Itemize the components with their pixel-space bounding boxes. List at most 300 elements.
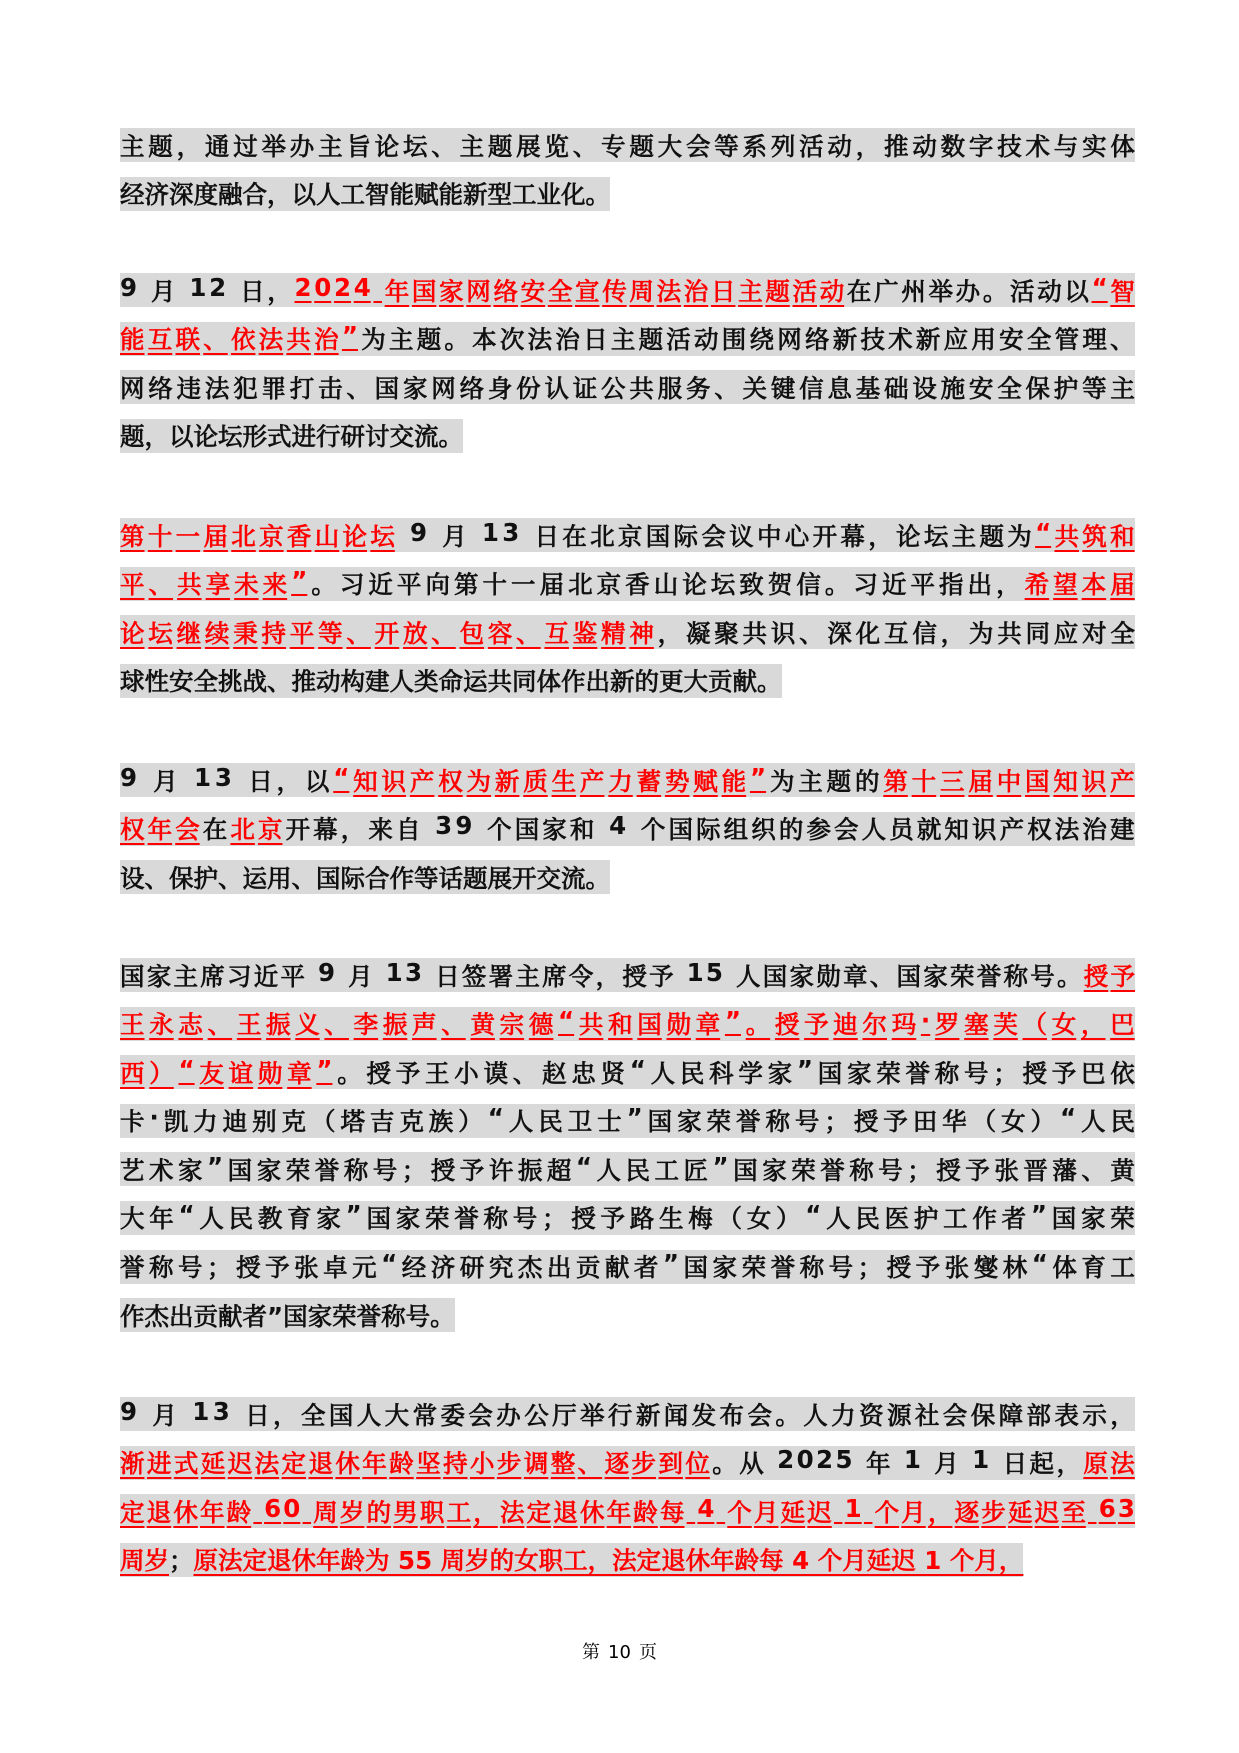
emphasized-text: 希 [1024,570,1050,600]
body-text: 术 [149,1155,174,1185]
body-text: 国 [120,961,145,991]
text-line [120,518,1135,552]
emphasized-text: ” [341,321,358,351]
emphasized-text: 和 [608,1010,633,1040]
highlighted-line [120,177,610,211]
body-text: 络 [804,325,830,355]
body-text: 誉 [770,1253,796,1283]
body-text: 作 [972,1204,997,1234]
body-text: ， [267,276,292,306]
body-text [893,1445,902,1480]
body-text: 论 [682,570,707,600]
body-text: 题 [979,521,1004,551]
body-text: 1 [903,1445,921,1475]
emphasized-text: 智 [1110,276,1135,306]
emphasized-text: ” [291,566,308,596]
body-text [676,958,685,993]
body-text: 通 [204,131,230,161]
body-text: 展 [516,131,541,161]
body-text: ， [940,618,966,648]
body-text: 荣 [791,1155,816,1185]
body-text: ， [176,131,202,161]
body-text: 服 [657,373,683,403]
body-text: 生 [658,1204,684,1234]
body-text: 荣 [706,1107,732,1137]
body-text: 学 [738,1058,763,1088]
page-footer [0,1638,1239,1664]
body-text: 作杰出贡献者”国家荣誉称号。 [120,1301,455,1331]
body-text: 育 [1081,1253,1106,1283]
body-text: 授 [1022,1058,1047,1088]
emphasized-text: 北 [231,521,256,551]
body-text: 活 [1010,276,1035,306]
body-text: 国 [733,1155,758,1185]
body-text: 广 [874,276,899,306]
highlighted-line [120,1446,1135,1480]
body-text: ； [169,1546,194,1576]
emphasized-text: 休 [579,1497,605,1527]
emphasized-text: 未 [234,570,259,600]
body-text: 管 [1054,325,1080,355]
body-text: 和 [569,815,595,845]
body-text: 献 [604,1253,630,1283]
emphasized-text: 互 [147,325,173,355]
body-text: 巴 [1080,1058,1106,1088]
body-text: 家 [712,1253,738,1283]
emphasized-text: 题 [765,276,790,306]
body-text: 国 [896,961,921,991]
emphasized-text: 京 [257,815,283,845]
emphasized-text: 香 [286,521,312,551]
body-text: 家 [762,1155,787,1185]
body-text: 称 [934,1058,960,1088]
body-text: 证 [572,373,598,403]
body-text: 称 [849,1155,874,1185]
emphasized-text: 龄 [389,1449,414,1479]
body-text: 国 [762,961,788,991]
body-text: 议 [729,521,754,551]
body-text: 予 [883,1107,908,1137]
emphasized-text [253,1494,262,1529]
body-text: 济 [430,1253,456,1283]
body-text: 月 [153,766,178,796]
body-text: 新 [915,325,941,355]
emphasized-text: 周 [629,276,654,306]
body-text [766,1445,775,1480]
body-text: 日 [240,276,265,306]
body-text: 在 [562,521,587,551]
emphasized-text: 十 [147,521,173,551]
body-text: 、 [1110,325,1135,355]
emphasized-text: 迟 [1034,1497,1060,1527]
emphasized-text: 逐 [604,1449,630,1479]
body-text: 签 [461,961,487,991]
body-text: 依 [1110,1058,1135,1088]
body-text: 违 [176,373,202,403]
body-text: 主 [459,131,485,161]
body-text: ” [796,1054,813,1084]
emphasized-text: 2 [333,272,352,302]
body-text: 会 [468,1400,493,1430]
emphasized-text: 定 [281,1449,307,1479]
emphasized-text [834,1494,843,1529]
body-text: 习 [339,570,365,600]
body-text: 凝 [685,618,711,648]
body-text: 国 [683,1253,709,1283]
body-text: 资 [859,1400,884,1430]
emphasized-text: 小 [469,1449,495,1479]
body-text: 研 [459,1253,485,1283]
body-text: 打 [289,373,315,403]
emphasized-text: 一 [175,521,201,551]
body-text: 实 [1082,131,1107,161]
body-text: 法 [204,373,230,403]
body-text: ， [273,1400,298,1430]
body-text: “ [487,1103,504,1133]
body-text [992,1445,1001,1480]
highlighted-line [120,860,610,894]
body-text: （ [971,1107,997,1137]
emphasized-text: 共 [177,570,202,600]
body-text: 十 [482,570,508,600]
highlighted-line [120,1298,455,1332]
body-text: 月 [152,1400,177,1430]
emphasized-text: 权 [438,766,463,796]
emphasized-text: 知 [1053,766,1078,796]
body-text: 国 [817,1058,843,1088]
body-text: 组 [723,815,749,845]
body-text: 塔 [340,1107,365,1137]
body-text: 安 [999,325,1024,355]
page-number-prefix: 第 [582,1642,601,1663]
emphasized-text: 网 [466,276,491,306]
body-text [178,273,187,308]
emphasized-text: 周 [313,1497,338,1527]
body-text: 会 [701,521,726,551]
highlighted-line [120,1104,1135,1138]
body-text: 员 [889,815,914,845]
text-line [120,273,1135,307]
emphasized-text: 会 [175,815,200,845]
body-text: 大 [384,1400,410,1430]
body-text: 香 [625,570,650,600]
emphasized-text: 来 [262,570,288,600]
body-text: 日 [435,961,460,991]
body-text: ） [775,1204,801,1234]
emphasized-text: 产 [579,766,605,796]
body-text: 民 [1110,1107,1135,1137]
body-text: 称 [343,1155,369,1185]
emphasized-text [864,1494,873,1529]
emphasized-text: ） [149,1058,174,1088]
body-text: 。 [444,325,469,355]
body-text: 法 [1054,815,1080,845]
body-text: 家 [923,961,948,991]
body-text: 全 [1026,325,1052,355]
highlighted-line [120,370,1135,404]
emphasized-text: 义 [295,1010,320,1040]
body-text: 家 [178,1155,203,1185]
emphasized-text: ” [724,1006,741,1036]
body-text: 2 [816,1445,834,1475]
body-text: 4 [609,811,627,841]
emphasized-text: 王 [120,1010,145,1040]
body-text: 法 [527,325,553,355]
body-text: 的 [854,766,880,796]
body-text: 应 [1053,618,1079,648]
body-text: 大 [120,1204,145,1234]
body-text: 坛 [923,521,949,551]
body-text: 人 [508,1107,534,1137]
body-text: 行 [607,1400,633,1430]
emphasized-text: 容 [487,618,513,648]
body-text: 工 [1110,1253,1135,1283]
emphasized-text: 3 [1117,1493,1135,1523]
body-text: ” [345,1200,362,1230]
body-text: ） [1030,1107,1056,1137]
emphasized-text: 年 [147,815,173,845]
body-text: 予 [600,1204,625,1234]
body-text: 信 [796,570,821,600]
emphasized-text: 坛 [370,521,395,551]
emphasized-text: 步 [496,1449,522,1479]
body-text: 家 [1080,1204,1106,1234]
emphasized-text: ， [473,1497,498,1527]
body-text: “ [575,1151,592,1181]
emphasized-text: 共 [578,1010,604,1040]
body-text: ； [857,1253,883,1283]
body-text: 表 [1054,1400,1079,1430]
emphasized-text: ” [316,1054,333,1084]
body-text: 幕 [313,815,338,845]
body-text: 、 [512,1058,538,1088]
body-text [236,763,245,798]
body-text: 论 [374,131,400,161]
body-text: 席 [200,961,225,991]
body-text: 力 [193,1107,218,1137]
emphasized-text: 坚 [416,1449,441,1479]
body-text: 日 [583,325,608,355]
body-text: 1 [686,957,704,987]
body-text: 称 [1003,961,1028,991]
body-text: 动 [1037,276,1062,306]
emphasized-text: “ [178,1054,195,1084]
emphasized-text: ， [927,1497,953,1527]
body-text: 动 [912,131,937,161]
body-text: 日 [245,1400,270,1430]
body-text: 1 [192,1396,210,1426]
body-text [961,1445,970,1480]
emphasized-text: 三 [940,766,965,796]
body-text: 勋 [816,961,841,991]
body-text: 人 [736,961,761,991]
emphasized-text: 友 [199,1058,224,1088]
body-text: 举 [580,1400,605,1430]
body-text: ” [626,1103,643,1133]
body-text: 5 [835,1445,853,1475]
body-text: 数 [940,131,966,161]
body-text: 同 [1025,618,1050,648]
body-text: 杰 [517,1253,543,1283]
emphasized-text: 力 [608,766,633,796]
body-text: 家 [767,1058,793,1088]
emphasized-text: 动 [819,276,845,306]
emphasized-text: 国 [1025,766,1050,796]
body-text: 3 [435,811,453,841]
body-text: 。 [712,1449,737,1479]
body-text: 在 [202,815,228,845]
body-text: 。 [337,1058,362,1088]
emphasized-text: 定 [526,1497,552,1527]
body-text: 号 [372,1155,398,1185]
emphasized-text: 势 [664,766,690,796]
emphasized-text: 振 [382,1010,408,1040]
body-text: 保 [1025,373,1050,403]
body-text: 委 [440,1400,465,1430]
highlighted-line [120,322,1135,356]
body-text [140,273,149,308]
body-text: 术 [888,325,913,355]
body-text: 藩 [1052,1155,1077,1185]
emphasized-text: “ [558,1006,575,1036]
emphasized-text: ， [1080,1010,1106,1040]
body-text: ” [662,1249,680,1279]
emphasized-text: 依 [230,325,256,355]
body-text [229,273,238,308]
body-text: 治 [1082,815,1107,845]
emphasized-text [303,1494,312,1529]
emphasized-text: 授 [1083,961,1109,991]
emphasized-text: 等 [318,618,343,648]
body-text: 号 [878,1155,903,1185]
body-text: 称 [483,1204,508,1234]
body-text: 授 [571,1204,596,1234]
body-text: 超 [546,1155,572,1185]
emphasized-text: 活 [792,276,817,306]
body-text: 题 [148,131,173,161]
emphasized-text: 蓄 [636,766,662,796]
body-text: 对 [1082,618,1107,648]
body-text: 教 [257,1204,283,1234]
body-text: 全 [997,373,1022,403]
body-text: 国 [374,373,400,403]
body-text: 、 [346,373,371,403]
body-text: 士 [597,1107,622,1137]
body-text: 平 [280,961,305,991]
body-text: 路 [629,1204,655,1234]
body-text: 览 [544,131,569,161]
emphasized-text: 宣 [575,276,600,306]
emphasized-text: 巴 [1110,1010,1135,1040]
body-text: ； [824,1107,849,1137]
body-text: 林 [1002,1253,1028,1283]
emphasized-text: 中 [996,766,1022,796]
emphasized-text: 岁 [339,1497,365,1527]
body-text: 工 [654,1155,680,1185]
emphasized-text: 传 [602,276,627,306]
emphasized-text: 逐 [954,1497,980,1527]
emphasized-text: 每 [659,1497,685,1527]
body-text: ； [541,1204,567,1234]
body-text: 心 [784,521,810,551]
text-line [120,1446,1135,1480]
emphasized-text: 法 [499,1497,525,1527]
body-text: 国 [668,815,693,845]
body-text: 日 [534,521,559,551]
body-text: 国 [1051,1204,1077,1234]
body-text: 关 [742,373,768,403]
page-number-suffix: 页 [638,1642,657,1663]
emphasized-text: · [920,1006,931,1036]
body-text: 国 [366,1204,391,1234]
body-text: 。 [824,570,850,600]
body-text: 会 [942,1400,968,1430]
body-text: 织 [751,815,776,845]
text-line [120,1494,1135,1528]
highlighted-line [120,615,1135,649]
body-text: ， [276,766,302,796]
body-text: 会 [834,815,859,845]
emphasized-text: 李 [353,1010,379,1040]
emphasized-text: 年 [200,1497,225,1527]
body-text: 近 [881,570,907,600]
body-text: 卓 [323,1253,348,1283]
emphasized-text: 式 [173,1449,199,1479]
body-text: 克 [399,1107,424,1137]
body-text: 署 [488,961,514,991]
body-text: 、 [714,373,739,403]
body-text: 个 [640,815,666,845]
body-text: 艺 [120,1155,145,1185]
body-text: 谟 [483,1058,508,1088]
emphasized-text: 联 [175,325,200,355]
emphasized-text: 、 [207,1010,233,1040]
emphasized-text: 龄 [226,1497,252,1527]
body-text: 席 [542,961,567,991]
emphasized-text: 知 [353,766,378,796]
body-text: 。 [775,1400,800,1430]
emphasized-text: 、 [441,1010,466,1040]
body-text: 张 [294,1253,319,1283]
emphasized-text: 北 [230,815,255,845]
emphasized-text: 鉴 [572,618,598,648]
body-text [398,518,407,553]
body-text: 识 [770,618,796,648]
body-text: 国 [328,1400,354,1430]
body-text: 究 [488,1253,514,1283]
emphasized-text: 退 [146,1497,172,1527]
text-line [120,128,1135,162]
emphasized-text: 。 [745,1010,771,1040]
body-text: 办 [496,1400,521,1430]
body-text: 9 [120,272,138,302]
body-text: 络 [148,373,173,403]
body-text: 际 [673,521,698,551]
body-text: 从 [739,1449,764,1479]
emphasized-text: 位 [685,1449,710,1479]
emphasized-text: 步 [631,1449,657,1479]
emphasized-text: 续 [204,618,230,648]
body-text: 匠 [683,1155,709,1185]
body-text: 坛 [710,570,736,600]
emphasized-text: “ [1091,272,1108,302]
body-text: 9 [120,1396,138,1426]
emphasized-text: 月 [753,1497,779,1527]
body-text: 主 [318,131,343,161]
body-text: 民 [679,1058,705,1088]
body-text: 赵 [541,1058,567,1088]
emphasized-text: 退 [308,1449,333,1479]
